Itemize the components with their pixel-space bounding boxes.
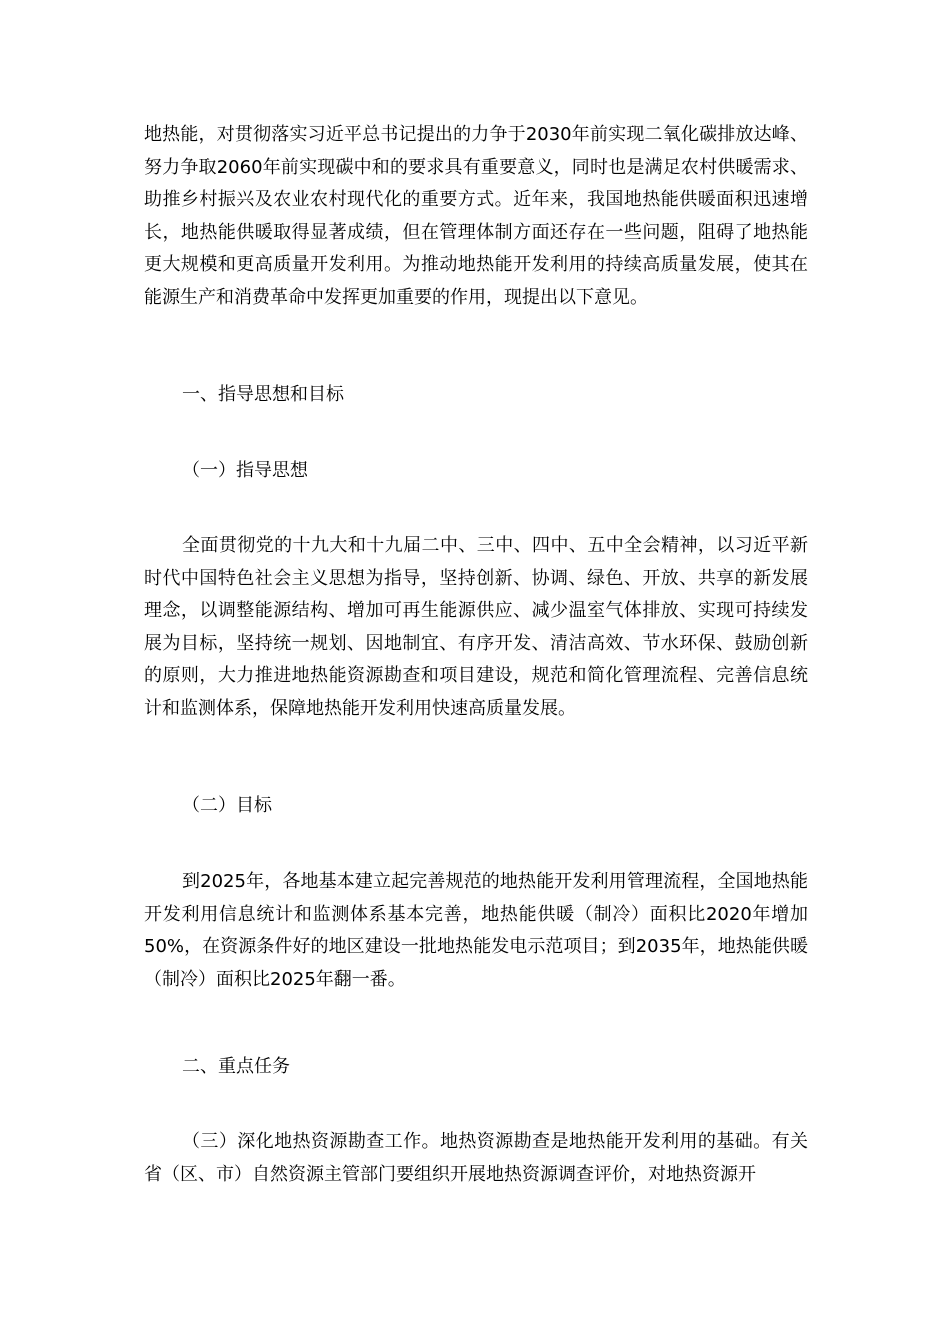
heading-key-tasks: 二、重点任务 (182, 1056, 290, 1077)
paragraph-goals: 到2025年，各地基本建立起完善规范的地热能开发利用管理流程，全国地热能开发利用信息统计和监测体系基本完善，地热能供暖（制冷）面积比2020年增加50%，在资源条件好的地区建设一批地热能发电示范项目；到2035年，地热能供暖（制冷）面积比2025年翻一番。 (144, 871, 808, 990)
paragraph-task-3: （三）深化地热资源勘查工作。地热资源勘查是地热能开发利用的基础。有关省（区、市）自然资源主管部门要组织开展地热资源调查评价，对地热资源开 (144, 1131, 808, 1185)
heading-goals: （二）目标 (182, 795, 272, 816)
paragraph-intro: 地热能，对贯彻落实习近平总书记提出的力争于2030年前实现二氧化碳排放达峰、努力争取2060年前实现碳中和的要求具有重要意义，同时也是满足农村供暖需求、助推乡村振兴及农业农村现代化的重要方式。近年来，我国地热能供暖面积迅速增长，地热能供暖取得显著成绩，但在管理体制方面还存在一些问题，阻碍了地热能更大规模和更高质量开发利用。为推动地热能开发利用的持续高质量发展，使其在能源生产和消费革命中发挥更加重要的作用，现提出以下意见。 (144, 124, 808, 308)
paragraph-guiding-thought: 全面贯彻党的十九大和十九届二中、三中、四中、五中全会精神，以习近平新时代中国特色社会主义思想为指导，坚持创新、协调、绿色、开放、共享的新发展理念，以调整能源结构、增加可再生能源供应、减少温室气体排放、实现可持续发展为目标，坚持统一规划、因地制宜、有序开发、清洁高效、节水环保、鼓励创新的原则，大力推进地热能资源勘查和项目建设，规范和简化管理流程、完善信息统计和监测体系，保障地热能开发利用快速高质量发展。 (144, 535, 808, 719)
heading-guiding-thought: （一）指导思想 (182, 460, 308, 481)
heading-guiding-thought-and-goals: 一、指导思想和目标 (182, 384, 344, 405)
